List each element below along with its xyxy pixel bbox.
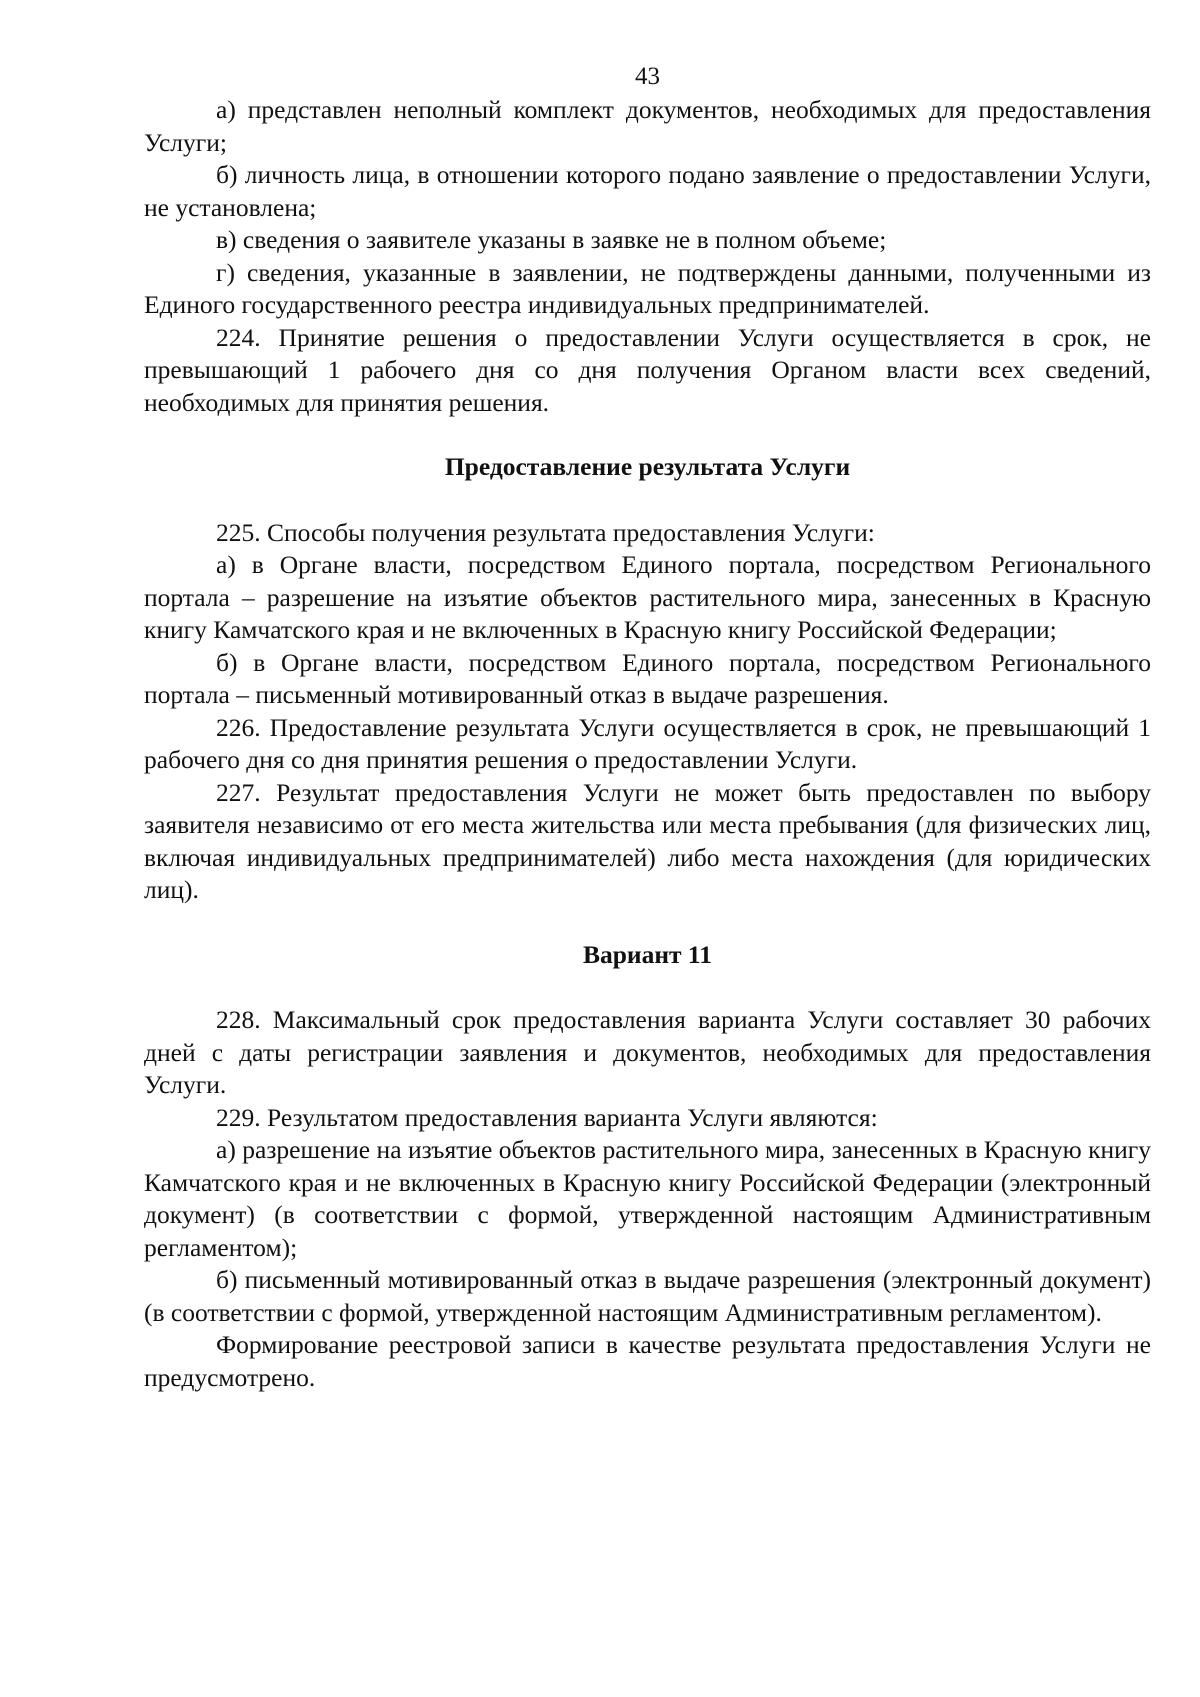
- paragraph-g-data-not-confirmed: г) сведения, указанные в заявлении, не подтверждены данными, полученными из Единого государственного реестра индивидуальных предпринимателей.: [144, 257, 1151, 319]
- paragraph-a-incomplete-documents: а) представлен неполный комплект документов, необходимых для предоставления Услуги;: [144, 95, 1151, 157]
- paragraph-228: 228. Максимальный срок предоставления варианта Услуги составляет 30 рабочих дней с даты регистрации заявления и документов, необходимых для предоставления Услуги.: [144, 1005, 1151, 1099]
- section-heading-result: Предоставление результата Услуги: [444, 452, 851, 481]
- paragraph-229-b: б) письменный мотивированный отказ в выдаче разрешения (электронный документ) (в соответствии с формой, утвержденной настоящим Административным регламентом).: [144, 1265, 1151, 1327]
- paragraph-224: 224. Принятие решения о предоставлении Услуги осуществляется в срок, не превышающий 1 рабочего дня со дня получения Органом власти всех сведений, необходимых для принятия решения.: [144, 322, 1151, 417]
- paragraph-v-applicant-info-incomplete: в) сведения о заявителе указаны в заявке не в полном объеме;: [216, 225, 887, 254]
- document-page: [144, 62, 1151, 1394]
- paragraph-225: 225. Способы получения результата предоставления Услуги:: [216, 517, 875, 547]
- paragraph-226: 226. Предоставление результата Услуги осуществляется в срок, не превышающий 1 рабочего дня со дня принятия решения о предоставлении Услуги.: [144, 712, 1151, 774]
- paragraph-227: 227. Результат предоставления Услуги не может быть предоставлен по выбору заявителя независимо от его места жительства или места пребывания (для физических лиц, включая индивидуальных предпринимателей) либо места нахождения (для юридических лиц).: [144, 777, 1151, 904]
- paragraph-225-b: б) в Органе власти, посредством Единого портала, посредством Регионального портала – письменный мотивированный отказ в выдаче разрешения.: [144, 647, 1151, 709]
- paragraph-229: 229. Результатом предоставления варианта Услуги являются:: [216, 1102, 878, 1132]
- page-number: 43: [635, 63, 660, 90]
- paragraph-229-a: а) разрешение на изъятие объектов растительного мира, занесенных в Красную книгу Камчатского края и не включенных в Красную книгу Российской Федерации (электронный документ) (в соответствии с формой, утвержденной настоящим Административным регламентом);: [144, 1135, 1151, 1262]
- section-heading-variant-11: Вариант 11: [582, 939, 713, 969]
- paragraph-registry-record: Формирование реестровой записи в качестве результата предоставления Услуги не предусмотрено.: [144, 1330, 1151, 1392]
- paragraph-b-identity-not-established: б) личность лица, в отношении которого подано заявление о предоставлении Услуги, не установлена;: [144, 160, 1151, 222]
- paragraph-225-a: а) в Органе власти, посредством Единого портала, посредством Регионального портала – разрешение на изъятие объектов растительного мира, занесенных в Красную книгу Камчатского края и не включенных в Красную книгу Российской Федерации;: [144, 550, 1151, 644]
